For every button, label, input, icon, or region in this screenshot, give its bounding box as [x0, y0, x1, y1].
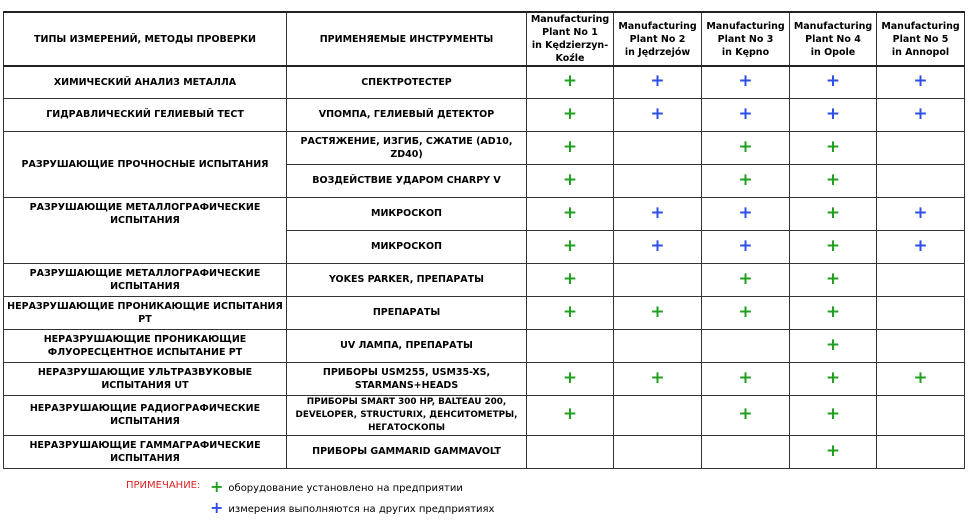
blue-plus-icon: +: [913, 235, 928, 256]
blue-plus-icon: +: [913, 71, 928, 92]
tool-cell: ПРИБОРЫ SMART 300 HP, BALTEAU 200, DEVELOPER, STRUCTURIX, ДЕНСИТОМЕТРЫ, НЕГАТОСКОПЫ: [287, 395, 527, 435]
plant-2-cell: [614, 435, 702, 468]
plant-4-cell: [790, 395, 877, 435]
plant-1-cell: [527, 362, 614, 395]
table-row: [4, 197, 965, 230]
blue-plus-icon: +: [913, 103, 928, 124]
plant-5-cell: [877, 395, 965, 435]
header-plant-1: Manufacturing Plant No 1 in Kędzierzyn-Koźle: [527, 12, 614, 66]
plant-5-cell: [877, 131, 965, 164]
tool-cell: ПРЕПАРАТЫ: [287, 296, 527, 329]
table-row: [4, 66, 965, 98]
plant-2-cell: [614, 197, 702, 230]
green-plus-icon: +: [562, 367, 578, 388]
plant-3-cell: [702, 362, 790, 395]
plant-5-cell: [877, 230, 965, 263]
table-row: [4, 131, 965, 164]
plant-2-cell: [614, 131, 702, 164]
plant-5-cell: [877, 98, 965, 131]
tool-cell: РАСТЯЖЕНИЕ, ИЗГИБ, СЖАТИЕ (AD10, ZD40): [287, 131, 527, 164]
green-plus-icon: +: [562, 71, 578, 92]
plant-4-cell: [790, 435, 877, 468]
plant-3-cell: [702, 329, 790, 362]
green-plus-icon: +: [738, 301, 753, 322]
measurement-type-cell: НЕРАЗРУШАЮЩИЕ УЛЬТРАЗВУКОВЫЕ ИСПЫТАНИЯ UT: [4, 362, 287, 395]
plant-4-cell: [790, 362, 877, 395]
plant-4-cell: [790, 164, 877, 197]
blue-plus-icon: +: [825, 71, 841, 92]
header-row: [4, 12, 965, 66]
green-plus-icon: +: [738, 169, 753, 190]
plant-4-cell: [790, 230, 877, 263]
table-row: [4, 362, 965, 395]
green-plus-icon: +: [562, 235, 578, 256]
equipment-table: [3, 11, 965, 469]
plant-3-cell: [702, 197, 790, 230]
header-plant-2: Manufacturing Plant No 2 in Jędrzejów: [614, 12, 702, 66]
plant-5-cell: [877, 263, 965, 296]
plant-3-cell: [702, 263, 790, 296]
blue-plus-icon: +: [738, 235, 753, 256]
green-plus-icon: +: [825, 404, 841, 424]
green-plus-icon: +: [738, 367, 753, 388]
plant-1-cell: [527, 395, 614, 435]
green-plus-icon: +: [562, 103, 578, 124]
tool-cell: ПРИБОРЫ GAMMARID GAMMAVOLT: [287, 435, 527, 468]
tool-cell: МИКРОСКОП: [287, 197, 527, 230]
plant-2-cell: [614, 395, 702, 435]
plant-5-cell: [877, 164, 965, 197]
tool-cell: VПОМПА, ГЕЛИЕВЫЙ ДЕТЕКТОР: [287, 98, 527, 131]
plant-2-cell: [614, 98, 702, 131]
plant-3-cell: [702, 395, 790, 435]
note-blue-line: [210, 498, 495, 517]
green-plus-icon: +: [562, 169, 578, 190]
header-tools: ПРИМЕНЯЕМЫЕ ИНСТРУМЕНТЫ: [287, 12, 527, 66]
plant-2-cell: [614, 329, 702, 362]
plant-4-cell: [790, 329, 877, 362]
plant-1-cell: [527, 98, 614, 131]
plant-5-cell: [877, 362, 965, 395]
measurement-type-cell: [4, 230, 287, 263]
plant-2-cell: [614, 263, 702, 296]
green-plus-icon: +: [562, 301, 578, 322]
table-row: [4, 263, 965, 296]
plant-5-cell: [877, 66, 965, 98]
header-plant-4: Manufacturing Plant No 4 in Opole: [790, 12, 877, 66]
plant-4-cell: [790, 66, 877, 98]
measurement-type-cell: ХИМИЧЕСКИЙ АНАЛИЗ МЕТАЛЛА: [4, 66, 287, 98]
table-row: [4, 230, 965, 263]
blue-plus-icon: +: [825, 103, 841, 124]
tool-cell: СПЕКТРОТЕСТЕР: [287, 66, 527, 98]
blue-plus-icon: +: [210, 498, 224, 517]
measurement-type-cell: РАЗРУШАЮЩИЕ МЕТАЛЛОГРАФИЧЕСКИЕ ИСПЫТАНИЯ: [4, 263, 287, 296]
table-row: [4, 296, 965, 329]
plant-1-cell: [527, 230, 614, 263]
plant-5-cell: [877, 435, 965, 468]
green-plus-icon: +: [825, 136, 841, 157]
header-plant-3: Manufacturing Plant No 3 in Kępno: [702, 12, 790, 66]
plant-2-cell: [614, 296, 702, 329]
plant-1-cell: [527, 296, 614, 329]
plant-4-cell: [790, 131, 877, 164]
plant-3-cell: [702, 296, 790, 329]
blue-plus-icon: +: [738, 202, 753, 223]
green-plus-icon: +: [825, 440, 841, 461]
green-plus-icon: +: [562, 202, 578, 223]
measurement-type-cell: РАЗРУШАЮЩИЕ ПРОЧНОСНЫЕ ИСПЫТАНИЯ: [4, 131, 287, 197]
plant-1-cell: [527, 164, 614, 197]
blue-plus-icon: +: [650, 103, 665, 124]
tool-cell: ВОЗДЕЙСТВИЕ УДАРОМ CHARPY V: [287, 164, 527, 197]
header-measurement-types: ТИПЫ ИЗМЕРЕНИЙ, МЕТОДЫ ПРОВЕРКИ: [4, 12, 287, 66]
measurement-type-cell: НЕРАЗРУШАЮЩИЕ ПРОНИКАЮЩИЕ ФЛУОРЕСЦЕНТНОЕ ИСПЫТАНИЕ PT: [4, 329, 287, 362]
green-plus-icon: +: [825, 202, 841, 223]
plant-5-cell: [877, 329, 965, 362]
green-plus-icon: +: [562, 136, 578, 157]
table-row: [4, 435, 965, 468]
blue-plus-icon: +: [650, 202, 665, 223]
green-plus-icon: +: [825, 169, 841, 190]
plant-1-cell: [527, 66, 614, 98]
measurement-type-cell: НЕРАЗРУШАЮЩИЕ ПРОНИКАЮЩИЕ ИСПЫТАНИЯ PT: [4, 296, 287, 329]
green-plus-icon: +: [825, 367, 841, 388]
plant-2-cell: [614, 362, 702, 395]
table-row: [4, 98, 965, 131]
plant-4-cell: [790, 98, 877, 131]
green-plus-icon: +: [738, 268, 753, 289]
plant-3-cell: [702, 131, 790, 164]
note-green-line: [210, 477, 463, 496]
green-plus-icon: +: [825, 235, 841, 256]
green-plus-icon: +: [210, 477, 224, 496]
tool-cell: ПРИБОРЫ USM255, USM35-XS, STARMANS+HEADS: [287, 362, 527, 395]
plant-3-cell: [702, 164, 790, 197]
note-green-text: оборудование установлено на предприятии: [228, 483, 463, 494]
plant-1-cell: [527, 435, 614, 468]
plant-4-cell: [790, 197, 877, 230]
plant-3-cell: [702, 230, 790, 263]
plant-4-cell: [790, 296, 877, 329]
green-plus-icon: +: [650, 301, 665, 322]
blue-plus-icon: +: [650, 71, 665, 92]
measurement-type-cell: ГИДРАВЛИЧЕСКИЙ ГЕЛИЕВЫЙ ТЕСТ: [4, 98, 287, 131]
measurement-type-cell: НЕРАЗРУШАЮЩИЕ РАДИОГРАФИЧЕСКИЕ ИСПЫТАНИЯ: [4, 395, 287, 435]
green-plus-icon: +: [738, 136, 753, 157]
blue-plus-icon: +: [650, 235, 665, 256]
tool-cell: МИКРОСКОП: [287, 230, 527, 263]
plant-5-cell: [877, 296, 965, 329]
plant-1-cell: [527, 329, 614, 362]
measurement-type-cell: РАЗРУШАЮЩИЕ МЕТАЛЛОГРАФИЧЕСКИЕ ИСПЫТАНИЯ: [4, 197, 287, 230]
blue-plus-icon: +: [738, 71, 753, 92]
green-plus-icon: +: [825, 334, 841, 355]
table-row: [4, 329, 965, 362]
green-plus-icon: +: [562, 404, 578, 424]
green-plus-icon: +: [825, 301, 841, 322]
header-plant-5: Manufacturing Plant No 5 in Annopol: [877, 12, 965, 66]
green-plus-icon: +: [562, 268, 578, 289]
tool-cell: YOKES PARKER, ПРЕПАРАТЫ: [287, 263, 527, 296]
plant-1-cell: [527, 263, 614, 296]
plant-2-cell: [614, 66, 702, 98]
plant-3-cell: [702, 98, 790, 131]
green-plus-icon: +: [650, 367, 665, 388]
note-label: [126, 480, 216, 491]
note-blue-text: измерения выполняются на других предприятиях: [228, 504, 495, 515]
blue-plus-icon: +: [738, 103, 753, 124]
plant-1-cell: [527, 131, 614, 164]
tool-cell: UV ЛАМПА, ПРЕПАРАТЫ: [287, 329, 527, 362]
plant-5-cell: [877, 197, 965, 230]
plant-2-cell: [614, 164, 702, 197]
blue-plus-icon: +: [913, 202, 928, 223]
plant-2-cell: [614, 230, 702, 263]
green-plus-icon: +: [913, 367, 928, 388]
green-plus-icon: +: [738, 404, 753, 424]
table-row: [4, 395, 965, 435]
note-title: ПРИМЕЧАНИЕ:: [126, 480, 201, 491]
plant-3-cell: [702, 66, 790, 98]
plant-4-cell: [790, 263, 877, 296]
measurement-type-cell: НЕРАЗРУШАЮЩИЕ ГАММАГРАФИЧЕСКИЕ ИСПЫТАНИЯ: [4, 435, 287, 468]
plant-1-cell: [527, 197, 614, 230]
plant-3-cell: [702, 435, 790, 468]
green-plus-icon: +: [825, 268, 841, 289]
